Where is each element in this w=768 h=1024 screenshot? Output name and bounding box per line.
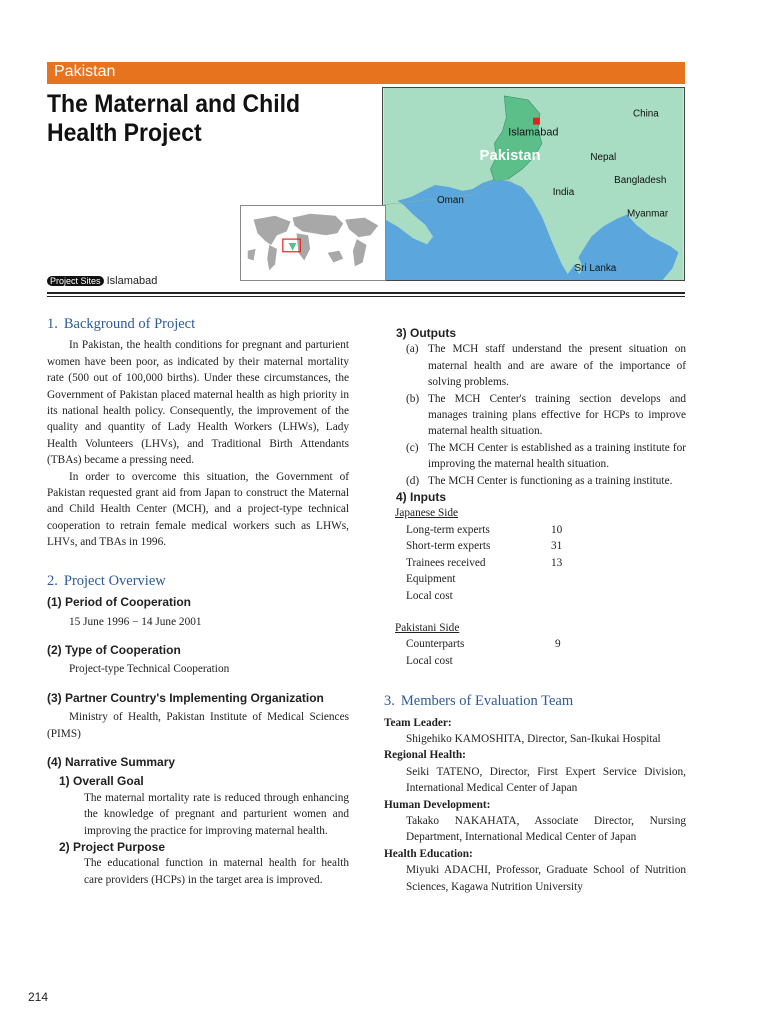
background-paragraph: In order to overcome this situation, the Government of Pakistan requested grant aid from Japan to construct the Maternal and Child Health Center (MCH), and a project-type technical cooperation to retrain female medical workers such as LHWs, LHVs, and TBAs in 1996. <box>47 470 349 549</box>
map-label-pakistan: Pakistan <box>479 148 541 165</box>
right-column <box>384 325 686 895</box>
country-banner <box>47 62 685 84</box>
team-member: Miyuki ADACHI, Professor, Graduate School of Nutrition Sciences, Kagawa Nutrition University <box>406 864 686 893</box>
period-value: 15 June 1996 − 14 June 2001 <box>69 615 202 628</box>
map-label-bangladesh: Bangladesh <box>614 175 667 187</box>
project-sites <box>47 275 157 287</box>
map-label-china: China <box>632 108 659 120</box>
pakistani-side-label: Pakistani Side <box>395 621 460 634</box>
team-role: Human Development: <box>384 798 491 811</box>
table-row: Short-term experts 31 <box>406 540 563 553</box>
list-item: (c) The MCH Center is established as a training institute for improving the maternal health situation. <box>406 441 686 471</box>
type-heading: (2) Type of Cooperation <box>47 642 181 657</box>
japanese-side-label: Japanese Side <box>395 507 459 520</box>
map-label-nepal: Nepal <box>590 152 617 164</box>
team-member: Seiki TATENO, Director, First Expert Service Division, International Medical Center of Japan <box>406 765 686 795</box>
map-label-india: India <box>552 186 575 198</box>
section-heading-overview: 2. Project Overview <box>47 572 166 589</box>
world-map-inset <box>240 205 386 281</box>
map-label-oman: Oman <box>437 194 464 206</box>
regional-map <box>382 87 685 281</box>
outputs-heading: 3) Outputs <box>396 326 456 340</box>
list-item: (a) The MCH staff understand the present situation on maternal health and are aware of the importance of solving problems. <box>406 343 686 389</box>
section-heading-evaluation-team: 3. Members of Evaluation Team <box>384 693 574 710</box>
period-heading: (1) Period of Cooperation <box>47 595 191 610</box>
map-label-srilanka: Sri Lanka <box>574 263 617 275</box>
capital-marker <box>533 118 540 125</box>
map-label-islamabad: Islamabad <box>508 126 559 139</box>
section-heading-background: 1. Background of Project <box>47 316 196 332</box>
table-row: Equipment <box>406 573 456 586</box>
project-purpose-text: The educational function in maternal health for health care providers (HCPs) in the target area is improved. <box>84 857 349 886</box>
partner-value: Ministry of Health, Pakistan Institute of Medical Sciences (PIMS) <box>47 711 349 740</box>
table-row: Local cost <box>406 589 453 602</box>
page-title: The Maternal and Child Health Project <box>47 90 301 147</box>
team-role: Team Leader: <box>384 716 452 729</box>
divider <box>47 296 685 297</box>
project-sites-tag: Project Sites <box>47 276 104 286</box>
overall-goal-heading: 1) Overall Goal <box>59 774 144 789</box>
list-item: (b) The MCH Center's training section develops and manages training plans effective for HCPs to improve maternal health situation. <box>406 392 686 438</box>
map-label-myanmar: Myanmar <box>627 208 669 220</box>
table-row: Counterparts 9 <box>406 638 561 651</box>
page-number: 214 <box>28 990 49 1004</box>
left-column <box>47 316 349 888</box>
country-label: Pakistan <box>54 63 116 80</box>
project-sites-value: Islamabad <box>106 275 158 287</box>
team-role: Regional Health: <box>384 749 466 762</box>
list-item: (d) The MCH Center is functioning as a training institute. <box>406 474 673 487</box>
table-row: Long-term experts 10 <box>406 523 563 536</box>
table-row: Local cost <box>406 654 453 667</box>
table-row: Trainees received 13 <box>406 556 563 569</box>
overall-goal-text: The maternal mortality rate is reduced through enhancing the knowledge of pregnant and parturient women and improving the practice for improving maternal health. <box>84 791 349 837</box>
partner-heading: (3) Partner Country's Implementing Organization <box>47 690 324 705</box>
team-role: Health Education: <box>384 847 473 860</box>
type-value: Project-type Technical Cooperation <box>69 663 230 676</box>
team-member: Shigehiko KAMOSHITA, Director, San-Ikukai Hospital <box>406 732 661 745</box>
team-member: Takako NAKAHATA, Associate Director, Nursing Department, International Medical Center of Japan <box>406 814 686 844</box>
divider <box>47 292 685 294</box>
inputs-heading: 4) Inputs <box>396 490 446 505</box>
narrative-heading: (4) Narrative Summary <box>47 754 176 769</box>
project-purpose-heading: 2) Project Purpose <box>59 839 166 854</box>
background-paragraph: In Pakistan, the health conditions for pregnant and parturient women have been poor, as indicated by their maternal mortality rate (500 out of 100,000 births). Under these circumstances, the Government of Pakistan placed maternal health as high priority in its national health policy. Consequently, the improvement of the quality and quantity of Lady Health Workers (LHWs), Lady Health Volunteers (LHVs), and Traditional Birth Attendants (TBAs) became a pressing need. <box>47 339 349 467</box>
